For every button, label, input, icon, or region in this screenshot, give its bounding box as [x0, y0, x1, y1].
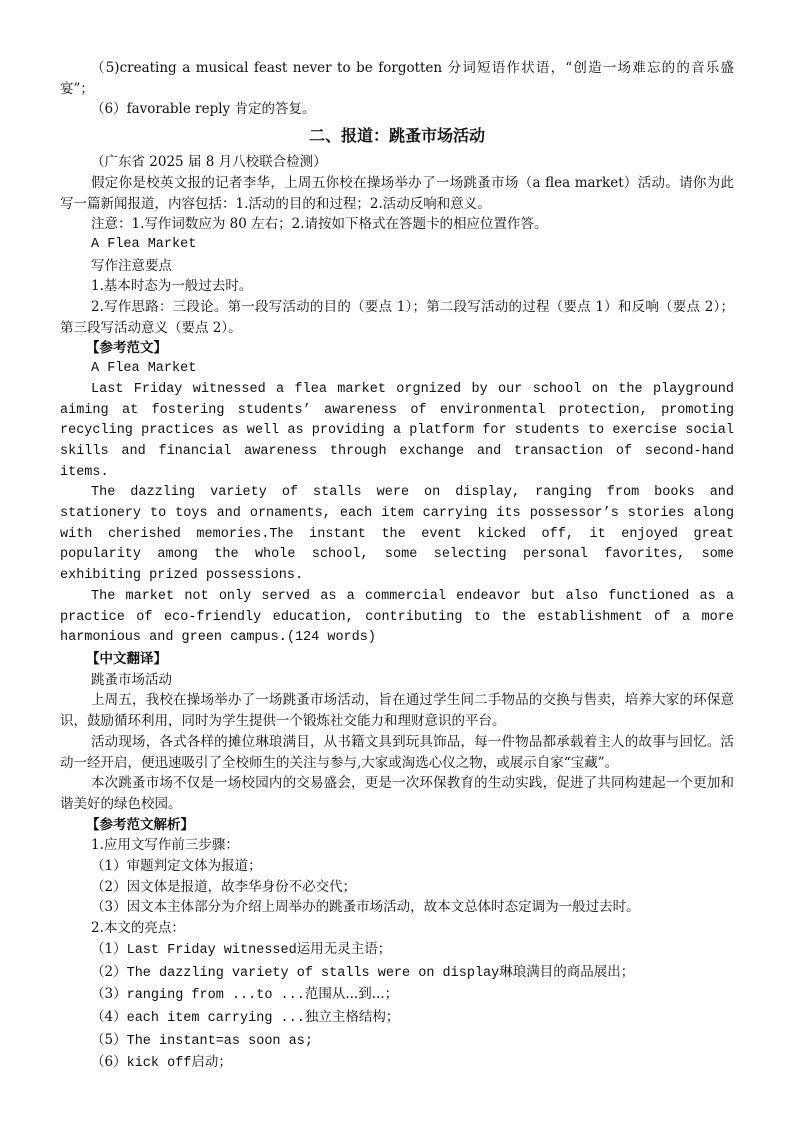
model-paragraph-3: The market not only served as a commercial endeavor but also functioned as a practice of eco-friendly education, contributing to the establishment of a more harmonious and green campus.(124 words)	[60, 588, 734, 646]
translation-title: 跳蚤市场活动	[91, 671, 172, 688]
tip-2: 2.写作思路：三段论。第一段写活动的目的（要点 1）；第二段写活动的过程（要点 1）和反响（要点 2）；第三段写活动意义（要点 2）。	[60, 299, 734, 336]
analysis-label: 【参考范文解析】	[86, 816, 194, 833]
tip-1: 1.基本时态为一般过去时。	[91, 278, 253, 295]
model-label: 【参考范文】	[86, 340, 167, 357]
analysis-step-1: （1）审题判定文体为报道；	[91, 858, 262, 875]
highlight-item: （1）Last Friday witnessed运用无灵主语；	[91, 940, 392, 958]
translation-paragraph-3: 本次跳蚤市场不仅是一场校园内的交易盛会，更是一次环保教育的生动实践，促进了共同构建起一个更加和谐美好的绿色校园。	[60, 775, 734, 812]
model-title: A Flea Market	[91, 361, 197, 377]
highlight-item: （3）ranging from ...to ...范围从...到...；	[91, 986, 399, 1004]
intro-note-5: （5)creating a musical feast never to be forgotten 分词短语作状语，“创造一场难忘的的音乐盛宴”；	[60, 60, 734, 97]
highlights-list	[60, 939, 734, 1075]
analysis-step-3: （3）因文本主体部分为介绍上周举办的跳蚤市场活动，故本文总体时态定调为一般过去时。	[91, 899, 640, 916]
highlights-title: 2.本文的亮点：	[91, 920, 185, 937]
document-page	[60, 58, 734, 1075]
model-paragraph-1: Last Friday witnessed a flea market orgnized by our school on the playground aiming at fostering students’ awareness of environmental protection, promoting recycling practices as well as providing a platform for students to exercise social skills and financial awareness through exchange and transaction of second-hand items.	[60, 381, 734, 480]
analysis-step-2: （2）因文体是报道，故李华身份不必交代；	[91, 878, 357, 895]
format-title: A Flea Market	[91, 236, 197, 252]
highlight-item: （6）kick off启动；	[91, 1054, 232, 1072]
task-description: 假定你是校英文报的记者李华，上周五你校在操场举办了一场跳蚤市场（a flea market）活动。请你为此写一篇新闻报道，内容包括：1.活动的目的和过程；2.活动反响和意义。	[60, 174, 734, 212]
tips-title: 写作注意要点	[91, 257, 172, 274]
section-title: 二、报道：跳蚤市场活动	[308, 126, 485, 146]
intro-note-6: （6）favorable reply 肯定的答复。	[91, 101, 316, 118]
translation-paragraph-2: 活动现场，各式各样的摊位琳琅满目，从书籍文具到玩具饰品，每一件物品都承载着主人的故事与回忆。活动一经开启，便迅速吸引了全校师生的关注与参与,大家或淘选心仪之物，或展示自家“宝藏”。	[60, 733, 734, 771]
highlight-item: （2）The dazzling variety of stalls were on display琳琅满目的商品展出；	[91, 963, 635, 981]
task-note: 注意：1.写作词数应为 80 左右；2.请按如下格式在答题卡的相应位置作答。	[91, 216, 548, 233]
analysis-steps-title: 1.应用文写作前三步骤：	[91, 837, 239, 854]
model-paragraph-2: The dazzling variety of stalls were on display, ranging from books and stationery to toys and ornaments, each item carrying its possessor’s stories along with cherished memories.The instant the event kicked off, it enjoyed great popularity among the whole school, some selecting personal favorites, some exhibiting prized possessions.	[60, 485, 734, 584]
translation-paragraph-1: 上周五，我校在操场举办了一场跳蚤市场活动，旨在通过学生间二手物品的交换与售卖，培养大家的环保意识，鼓励循环利用，同时为学生提供一个锻炼社交能力和理财意识的平台。	[60, 692, 734, 730]
highlight-item: （5）The instant=as soon as;	[91, 1031, 313, 1049]
translation-label: 【中文翻译】	[86, 650, 167, 667]
highlight-item: （4）each item carrying ...独立主格结构；	[91, 1008, 400, 1026]
source-line: （广东省 2025 届 8 月八校联合检测）	[91, 154, 327, 171]
